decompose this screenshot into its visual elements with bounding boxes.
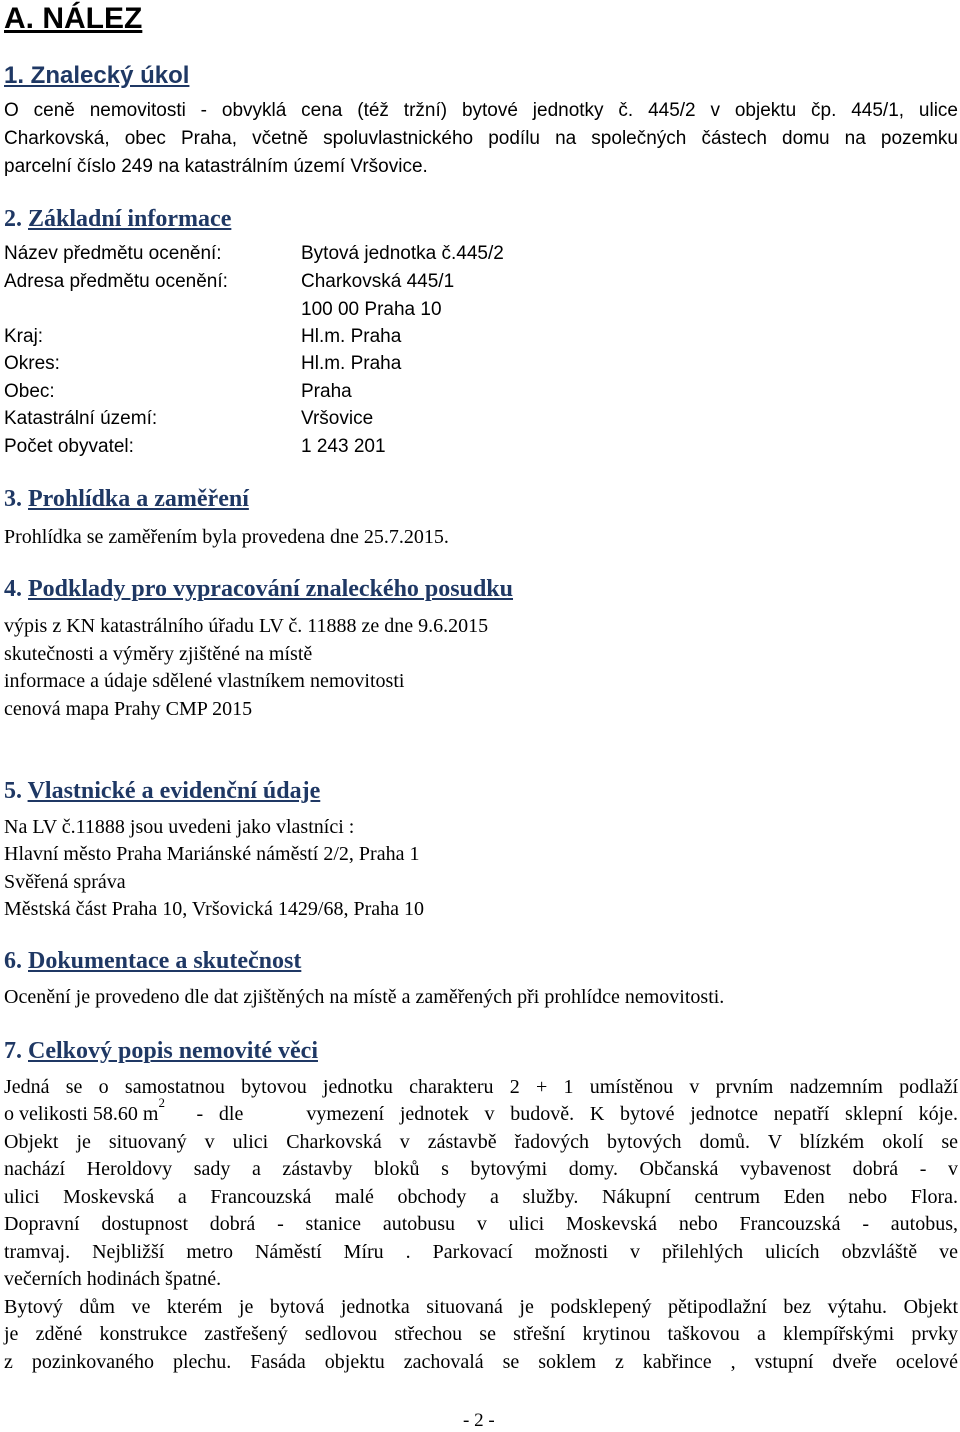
info-label: Katastrální území: [4, 408, 158, 429]
info-row [0, 436, 960, 460]
section-7-title: Celkový popis nemovité věci [28, 1038, 318, 1064]
info-label: Obec: [4, 381, 55, 402]
section-4-heading [4, 576, 513, 603]
s7-line: večerních hodinách špatné. [4, 1268, 222, 1290]
section-6-title: Dokumentace a skutečnost [28, 948, 302, 974]
s4-item: skutečnosti a výměry zjištěné na místě [4, 643, 313, 665]
s1-line-1: O ceně nemovitosti - obvyklá cena (též tržní) bytové jednotky č. 445/2 v objektu čp. 445/1, ulice [4, 100, 958, 121]
s7-line: Jedná se o samostatnou bytovou jednotku charakteru 2 + 1 umístěnou v prvním nadzemním podlaží [4, 1076, 958, 1098]
info-value: Praha [301, 381, 352, 402]
section-5-number: 5. [4, 778, 22, 804]
s1-line-2: Charkovská, obec Praha, včetně spoluvlastnického podílu na společných částech domu na pozemku [4, 128, 958, 149]
s7-line: tramvaj. Nejbližší metro Náměstí Míru . Parkovací možnosti v přilehlých ulicích obzvláště ve [4, 1241, 958, 1263]
section-3-title: Prohlídka a zaměření [28, 486, 249, 512]
section-5-heading [4, 778, 320, 805]
s7-para2-line: z pozinkovaného plechu. Fasáda objektu zachovalá se soklem z kabřince , vstupní dveře ocelové [4, 1351, 958, 1373]
section-6-number: 6. [4, 948, 22, 974]
info-row [0, 381, 960, 405]
info-label: Počet obyvatel: [4, 436, 134, 457]
info-label: Kraj: [4, 326, 44, 347]
info-row [0, 353, 960, 377]
s6-text: Ocenění je provedeno dle dat zjištěných na místě a zaměřených při prohlídce nemovitosti. [4, 986, 725, 1008]
s7-line: Objekt je situovaný v ulici Charkovská v zástavbě řadových bytových domů. V blízkém okolí se [4, 1131, 958, 1153]
s7-line: nachází Heroldovy sady a zástavby bloků s bytovými domy. Občanská vybavenost dobrá - v [4, 1158, 958, 1180]
info-value: Hl.m. Praha [301, 353, 402, 374]
s4-item: cenová mapa Prahy CMP 2015 [4, 698, 253, 720]
info-row [0, 326, 960, 350]
section-4-number: 4. [4, 576, 22, 602]
s5-line: Městská část Praha 10, Vršovická 1429/68, Praha 10 [4, 898, 425, 920]
info-value: Charkovská 445/1 [301, 271, 455, 292]
info-row [0, 271, 960, 295]
s3-text: Prohlídka se zaměřením byla provedena dne 25.7.2015. [4, 526, 449, 548]
section-1-heading: 1. Znalecký úkol [4, 62, 190, 89]
s7-line: Dopravní dostupnost dobrá - stanice autobusu v ulici Moskevská nebo Francouzská - autobus, [4, 1213, 958, 1235]
info-label: Adresa předmětu ocenění: [4, 271, 228, 292]
info-label: Okres: [4, 353, 60, 374]
s4-item: informace a údaje sdělené vlastníkem nemovitosti [4, 670, 405, 692]
section-3-heading [4, 486, 249, 513]
s5-line: Na LV č.11888 jsou uvedeni jako vlastníci : [4, 816, 355, 838]
section-7-heading [4, 1038, 318, 1065]
section-6-heading [4, 948, 301, 975]
section-4-title: Podklady pro vypracování znaleckého posudku [28, 576, 514, 602]
s4-item: výpis z KN katastrálního úřadu LV č. 11888 ze dne 9.6.2015 [4, 615, 489, 637]
section-2-number: 2. [4, 206, 22, 232]
section-2-heading [4, 206, 231, 233]
info-value: Vršovice [301, 408, 374, 429]
info-value: 1 243 201 [301, 436, 386, 457]
section-3-number: 3. [4, 486, 22, 512]
s5-line: Hlavní město Praha Mariánské náměstí 2/2, Praha 1 [4, 843, 420, 865]
info-label: Název předmětu ocenění: [4, 243, 222, 264]
info-row [0, 408, 960, 432]
info-value: Bytová jednotka č.445/2 [301, 243, 504, 264]
section-2-title: Základní informace [28, 206, 232, 232]
s7-line-area [4, 1095, 958, 1126]
info-value: 100 00 Praha 10 [301, 299, 442, 320]
main-title: A. NÁLEZ [4, 2, 143, 35]
area-text: o velikosti 58.60 m [4, 1103, 159, 1125]
info-row [0, 299, 960, 323]
s1-line-3: parcelní číslo 249 na katastrálním území Vršovice. [4, 156, 428, 177]
info-row [0, 243, 960, 267]
s7-line: ulici Moskevská a Francouzská malé obchody a služby. Nákupní centrum Eden nebo Flora. [4, 1186, 958, 1208]
s7-para2-line: je zděné konstrukce zastřešený sedlovou střechou se střešní krytinou taškovou a klempířskými prvky [4, 1323, 958, 1345]
section-5-title: Vlastnické a evidenční údaje [27, 778, 321, 804]
s7-para2-line: Bytový dům ve kterém je bytová jednotka situovaná je podsklepený pětipodlažní bez výtahu. Objekt [4, 1296, 958, 1318]
area-continuation: - dle vymezení jednotek v budově. K bytové jednotce nepatří sklepní kóje. [164, 1103, 958, 1125]
section-7-number: 7. [4, 1038, 22, 1064]
page-number: - 2 - [463, 1410, 495, 1431]
info-value: Hl.m. Praha [301, 326, 402, 347]
s5-line: Svěřená správa [4, 871, 126, 893]
area-superscript: 2 [158, 1095, 165, 1110]
